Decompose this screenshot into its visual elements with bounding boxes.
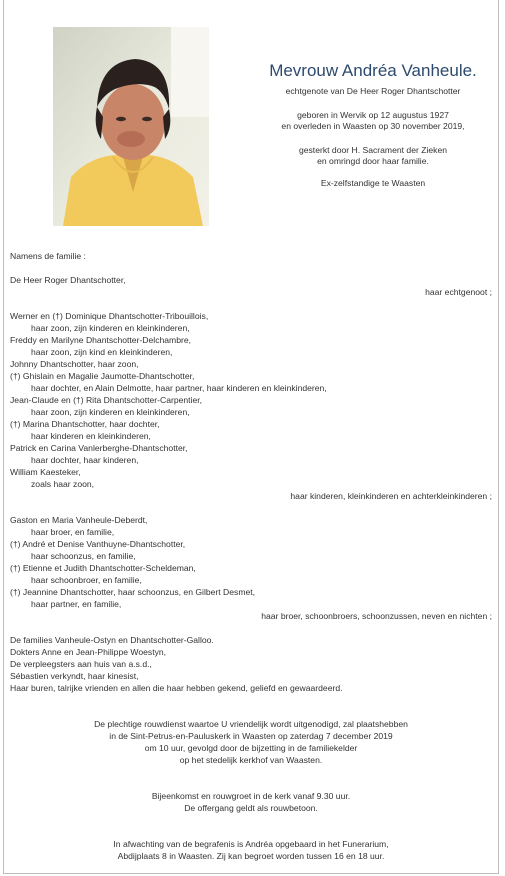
list-item: Patrick en Carina Vanlerberghe-Dhantschotter, — [10, 443, 188, 453]
service-line: in de Sint-Petrus-en-Pauluskerk in Waasten op zaterdag 7 december 2019 — [109, 731, 393, 741]
portrait-photo — [53, 27, 209, 226]
siblings-list — [10, 514, 492, 610]
list-item: Johnny Dhantschotter, haar zoon, — [10, 359, 139, 369]
list-item: Werner en (†) Dominique Dhantschotter-Tribouillois, — [10, 311, 209, 321]
list-item: haar kinderen en kleinkinderen, — [31, 431, 151, 441]
children-list — [10, 310, 492, 490]
list-item: Sébastien verkyndt, haar kinesist, — [10, 671, 139, 681]
list-item: haar zoon, zijn kinderen en kleinkinderen, — [31, 407, 190, 417]
sacrament-line: gesterkt door H. Sacrament der Zieken — [298, 145, 448, 155]
service-line: om 10 uur, gevolgd door de bijzetting in de familiekelder — [144, 743, 358, 753]
list-item: (†) Ghislain en Magalie Jaumotte-Dhantschotter, — [10, 371, 195, 381]
siblings-role: haar broer, schoonbroers, schoonzussen, neven en nichten ; — [261, 611, 492, 621]
gathering-line: De offergang geldt als rouwbetoon. — [184, 803, 318, 813]
deceased-name: Mevrouw Andréa Vanheule. — [269, 61, 477, 80]
birth-line: geboren in Wervik op 12 augustus 1927 — [297, 110, 449, 120]
list-item: (†) Etienne et Judith Dhantschotter-Scheldeman, — [10, 563, 196, 573]
service-details — [10, 718, 492, 766]
list-item: haar schoonzus, en familie, — [31, 551, 136, 561]
deceased-header — [228, 60, 505, 189]
list-item: haar zoon, zijn kinderen en kleinkinderen, — [31, 323, 190, 333]
list-item: De families Vanheule-Ostyn en Dhantschotter-Galloo. — [10, 635, 214, 645]
list-item: Dokters Anne en Jean-Philippe Woestyn, — [10, 647, 167, 657]
list-item: Freddy en Marilyne Dhantschotter-Delchambre, — [10, 335, 192, 345]
list-item: William Kaesteker, — [10, 467, 81, 477]
list-item: (†) Jeannine Dhantschotter, haar schoonzus, en Gilbert Desmet, — [10, 587, 256, 597]
list-item: haar dochter, en Alain Delmotte, haar partner, haar kinderen en kleinkinderen, — [31, 383, 327, 393]
list-item: haar broer, en familie, — [31, 527, 115, 537]
gathering-details — [10, 790, 492, 814]
viewing-line: In afwachting van de begrafenis is Andréa opgebaard in het Funerarium, — [113, 839, 389, 849]
list-item: De verpleegsters aan huis van a.s.d., — [10, 659, 152, 669]
list-item: haar partner, en familie, — [31, 599, 122, 609]
list-item: zoals haar zoon, — [31, 479, 95, 489]
list-item: haar schoonbroer, en familie, — [31, 575, 142, 585]
spouse-name: De Heer Roger Dhantschotter, — [10, 275, 126, 285]
list-item: haar zoon, zijn kind en kleinkinderen, — [31, 347, 173, 357]
viewing-line: Abdijplaats 8 in Waasten. Zij kan begroet worden tussen 16 en 18 uur. — [117, 851, 385, 861]
list-item: Gaston en Maria Vanheule-Deberdt, — [10, 515, 148, 525]
spouse-role: haar echtgenoot ; — [425, 287, 492, 297]
list-item: Haar buren, talrijke vrienden en allen die haar hebben gekend, geliefd en gewaardeerd. — [10, 683, 343, 693]
announcement-body — [10, 250, 492, 862]
family-intro: Namens de familie : — [10, 251, 86, 261]
children-role: haar kinderen, kleinkinderen en achterkleinkinderen ; — [290, 491, 492, 501]
spouse-line: echtgenote van De Heer Roger Dhantschotter — [285, 86, 461, 96]
list-item: Jean-Claude en (†) Rita Dhantschotter-Carpentier, — [10, 395, 203, 405]
death-line: en overleden in Waasten op 30 november 2019, — [281, 121, 465, 131]
list-item: (†) Marina Dhantschotter, haar dochter, — [10, 419, 160, 429]
list-item: (†) André et Denise Vanthuyne-Dhantschotter, — [10, 539, 186, 549]
sacrament-line: en omringd door haar familie. — [317, 156, 429, 166]
service-line: op het stedelijk kerkhof van Waasten. — [179, 755, 323, 765]
occupation-line: Ex-zelfstandige te Waasten — [320, 178, 426, 188]
service-line: De plechtige rouwdienst waartoe U vriendelijk wordt uitgenodigd, zal plaatshebben — [94, 719, 408, 729]
others-list — [10, 634, 492, 694]
viewing-details — [10, 838, 492, 862]
list-item: haar dochter, haar kinderen, — [31, 455, 139, 465]
gathering-line: Bijeenkomst en rouwgroet in de kerk vanaf 9.30 uur. — [151, 791, 351, 801]
